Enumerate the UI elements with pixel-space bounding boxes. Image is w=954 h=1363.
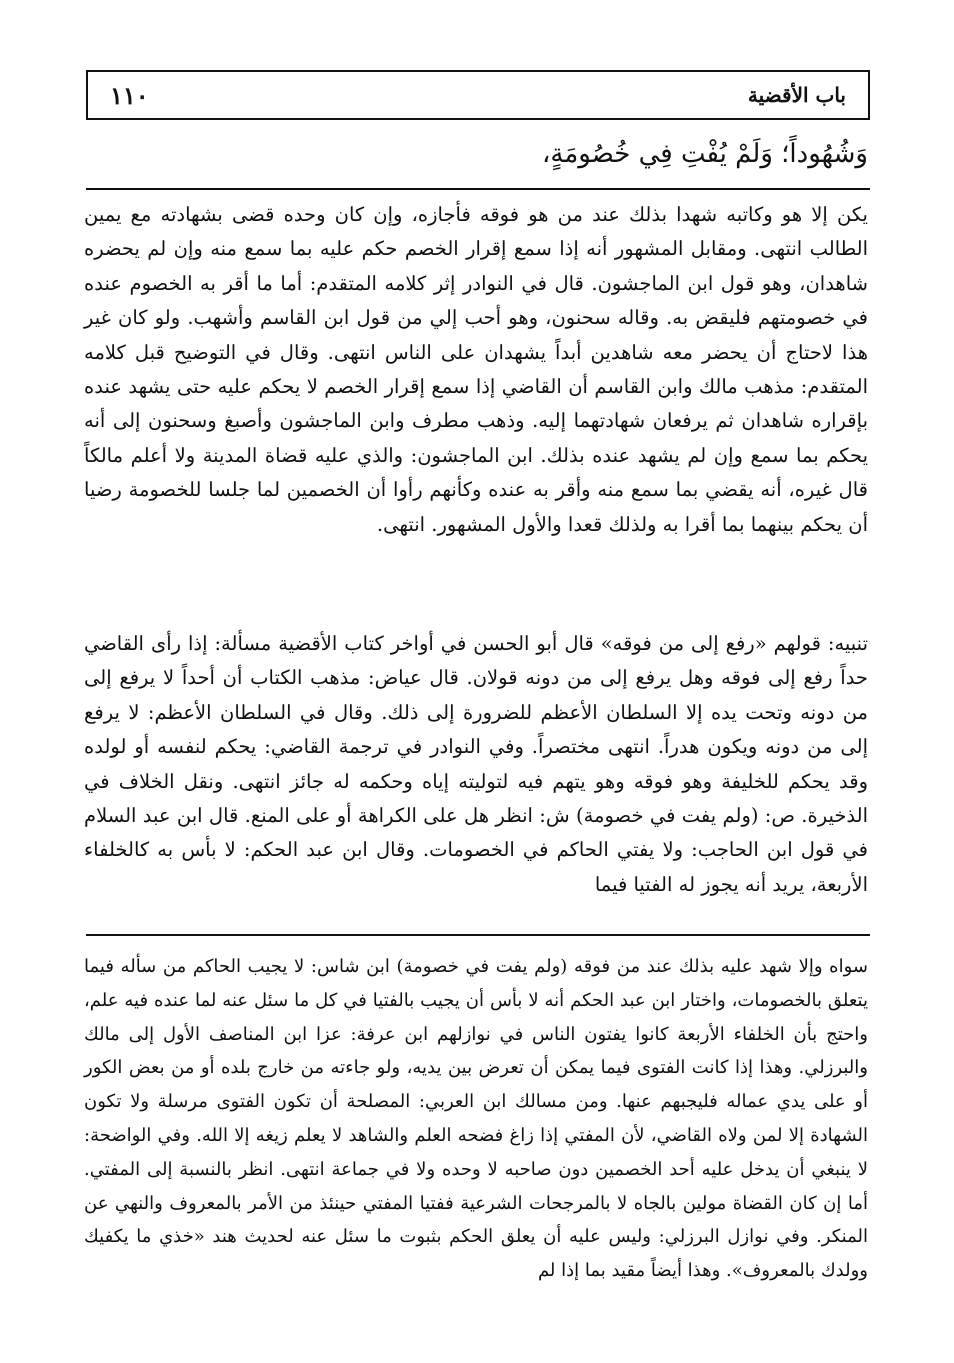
page-number: ١١٠	[110, 80, 149, 110]
footnote-text: سواه وإلا شهد عليه بذلك عند من فوقه (ولم يفت في خصومة) ابن شاس: لا يجيب الحاكم من سأله فيما يتعلق بالخصومات، واختار ابن عبد الحكم أنه لا بأس أن يجيب بالفتيا في كل ما سئل عنه لما عنده فيه علم، واحتج بأن الخلفاء الأربعة كانوا يفتون الناس في نوازلهم ابن عرفة: عزا ابن المناصف الأول إلى مالك والبرزلي. وهذا إذا كانت الفتوى فيما يمكن أن تعرض بين يديه، ولو جاءته من خارج بلده أو من بعض الكور أو على يدي عماله فليجبهم عنها. ومن مسالك ابن العربي: المصلحة أن تكون الفتوى مرسلة ولا تكون الشهادة إلا لمن ولاه القاضي، لأن المفتي إذا زاغ فضحه العلم والشاهد لا يعلم زيغه إلا الله. وفي الواضحة: لا ينبغي أن يدخل عليه أحد الخصمين دون صاحبه لا وحده ولا في جماعة انتهى. انظر بالنسبة إلى المفتي. أما إن كان القضاة مولين بالجاه لا بالمرجحات الشرعية ففتيا المفتي حينئذ من الأمر بالمعروف والنهي عن المنكر. وفي نوازل البرزلي: وليس عليه أن يعلق الحكم بثبوت ما سئل عنه لحديث هند «خذي ما يكفيك وولدك بالمعروف». وهذا أيضاً مقيد بما إذا لم	[84, 956, 868, 1282]
commentary-paragraph-1: يكن إلا هو وكاتبه شهدا بذلك عند من هو فوقه فأجازه، وإن كان وحده قضى بشهادته مع يمين الطالب انتهى. ومقابل المشهور أنه إذا سمع إقرار الخصم حكم عليه بما سمع منه وإن لم يحضره شاهدان، وهو قول ابن الماجشون. قال في النوادر إثر كلامه المتقدم: أما ما أقر به الخصوم عنده في خصومتهم فليقض به. وقاله سحنون، وهو أحب إلي من قول ابن القاسم وأشهب. ولو كان غير هذا لاحتاج أن يحضر معه شاهدين أبداً يشهدان على الناس انتهى. وقال في التوضيح قبل كلامه المتقدم: مذهب مالك وابن القاسم أن القاضي إذا سمع إقرار الخصم لا يحكم عليه حتى يشهد عنده بإقراره شاهدان ثم يرفعان شهادتهما إليه. وذهب مطرف وابن الماجشون وأصبغ وسحنون إلى أنه يحكم بما سمع وإن لم يشهد عنده بذلك. ابن الماجشون: والذي عليه قضاة المدينة ولا أعلم مالكاً قال غيره، أنه يقضي بما سمع منه وأقر به عنده وكأنهم رأوا أن الخصمين لما جلسا للخصومة رضيا أن يحكم بينهما بما أقرا به ولذلك قعدا والأول المشهور. انتهى.	[84, 203, 868, 536]
matn-text: وَشُهُوداً؛ وَلَمْ يُفْتِ فِي خُصُومَةٍ،	[542, 139, 868, 169]
page-header	[86, 70, 870, 120]
footnote-divider	[86, 934, 870, 936]
chapter-title: باب الأقضية	[747, 83, 846, 107]
commentary-paragraph-2: تنبيه: قولهم «رفع إلى من فوقه» قال أبو الحسن في أواخر كتاب الأقضية مسألة: إذا رأى القاضي حداً رفع إلى فوقه وهل يرفع إلى من دونه قولان. قال عياض: مذهب الكتاب أن أحداً لا يرفع إلى من دونه وتحت يده إلا السلطان الأعظم للضرورة إلى ذلك. وقال في السلطان الأعظم: لا يرفع إلى من دونه ويكون هدراً. انتهى مختصراً. وفي النوادر في ترجمة القاضي: يحكم لنفسه أو لولده وقد يحكم للخليفة وهو فوقه وهو يتهم فيه لتوليته إياه وحكمه له جائز انتهى. ونقل الخلاف في الذخيرة. ص: (ولم يفت في خصومة) ش: انظر هل على الكراهة أو على المنع. قال ابن عبد السلام في قول ابن الحاجب: ولا يفتي الحاكم في الخصومات. وقال ابن عبد الحكم: لا بأس به كالخلفاء الأربعة، يريد أنه يجوز له الفتيا فيما	[84, 632, 868, 896]
matn-divider	[86, 188, 870, 190]
